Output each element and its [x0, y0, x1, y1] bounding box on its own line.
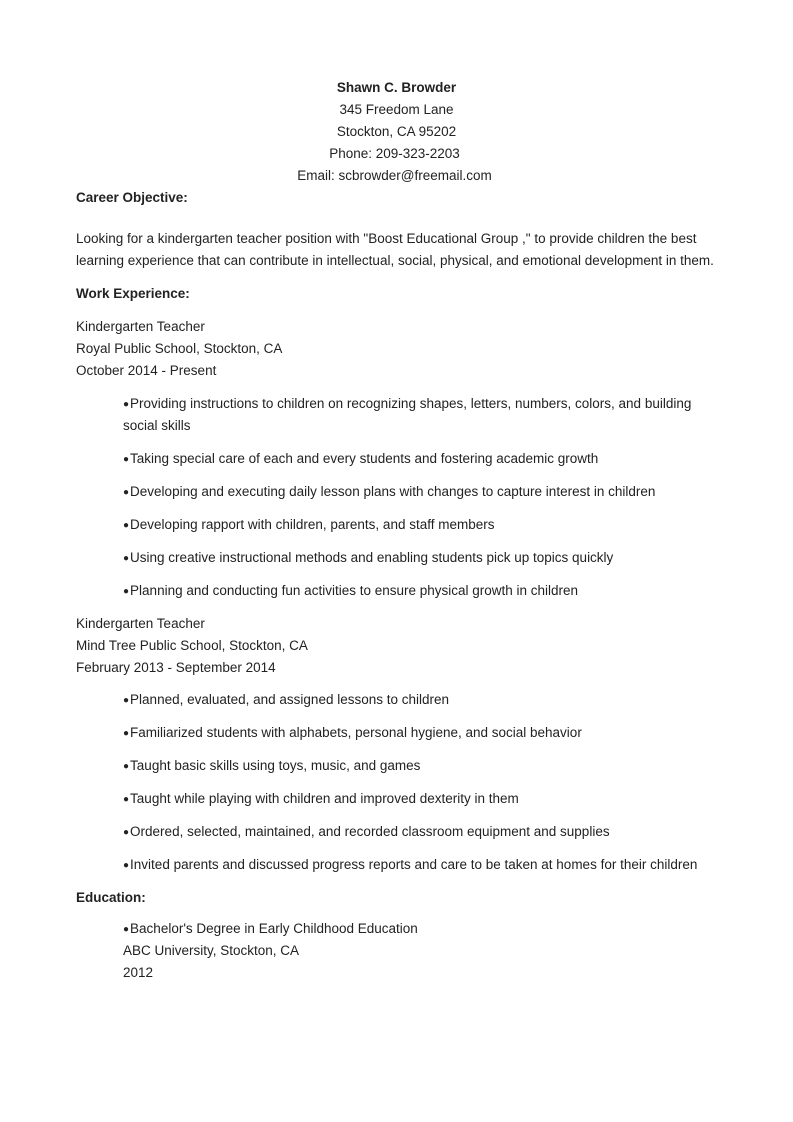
list-item: ●Ordered, selected, maintained, and recorded classroom equipment and supplies [123, 824, 610, 839]
job-2-dates: February 2013 - September 2014 [76, 660, 276, 675]
job-2-employer: Mind Tree Public School, Stockton, CA [76, 638, 308, 653]
education-year: 2012 [123, 965, 154, 980]
list-item: ●Developing rapport with children, parents, and staff members [123, 517, 495, 532]
objective-line-2: learning experience that can contribute in intellectual, social, physical, and emotional development in them. [76, 253, 714, 268]
bullet-icon: ● [123, 399, 130, 410]
career-objective-heading: Career Objective: [76, 190, 188, 205]
address-line-2: Stockton, CA 95202 [336, 124, 457, 139]
phone: Phone: 209-323-2203 [329, 146, 460, 161]
job-1-employer: Royal Public School, Stockton, CA [76, 341, 283, 356]
bullet-icon: ● [123, 553, 130, 564]
list-item: ●Planning and conducting fun activities to ensure physical growth in children [123, 583, 579, 598]
bullet-icon: ● [123, 728, 130, 739]
bullet-icon: ● [123, 827, 130, 838]
list-item: ●Taking special care of each and every students and fostering academic growth [123, 451, 599, 466]
applicant-name: Shawn C. Browder [336, 80, 457, 95]
education-school: ABC University, Stockton, CA [123, 943, 300, 958]
list-item: ●Familiarized students with alphabets, personal hygiene, and social behavior [123, 725, 582, 740]
address-line-1: 345 Freedom Lane [339, 102, 454, 117]
bullet-icon: ● [123, 487, 130, 498]
list-item: ●Using creative instructional methods and enabling students pick up topics quickly [123, 550, 614, 565]
bullet-icon: ● [123, 520, 130, 531]
bullet-icon: ● [123, 454, 130, 465]
list-item: ●Providing instructions to children on recognizing shapes, letters, numbers, colors, and building [123, 396, 692, 411]
bullet-icon: ● [123, 924, 130, 935]
education-heading: Education: [76, 890, 146, 905]
list-item: ●Developing and executing daily lesson plans with changes to capture interest in children [123, 484, 656, 499]
list-item: ●Taught while playing with children and improved dexterity in them [123, 791, 519, 806]
bullet-icon: ● [123, 695, 130, 706]
list-item: ●Taught basic skills using toys, music, and games [123, 758, 421, 773]
work-experience-heading: Work Experience: [76, 286, 190, 301]
bullet-icon: ● [123, 794, 130, 805]
list-item: ●Bachelor's Degree in Early Childhood Education [123, 921, 418, 936]
list-item-continuation: social skills [123, 418, 191, 433]
list-item: ●Planned, evaluated, and assigned lessons to children [123, 692, 450, 707]
job-1-dates: October 2014 - Present [76, 363, 217, 378]
objective-line-1: Looking for a kindergarten teacher position with "Boost Educational Group ," to provide children the best [76, 231, 697, 246]
job-2-title: Kindergarten Teacher [76, 616, 205, 631]
list-item: ●Invited parents and discussed progress reports and care to be taken at homes for their children [123, 857, 698, 872]
bullet-icon: ● [123, 586, 130, 597]
job-1-title: Kindergarten Teacher [76, 319, 205, 334]
bullet-icon: ● [123, 860, 130, 871]
email: Email: scbrowder@freemail.com [297, 168, 492, 183]
bullet-icon: ● [123, 761, 130, 772]
